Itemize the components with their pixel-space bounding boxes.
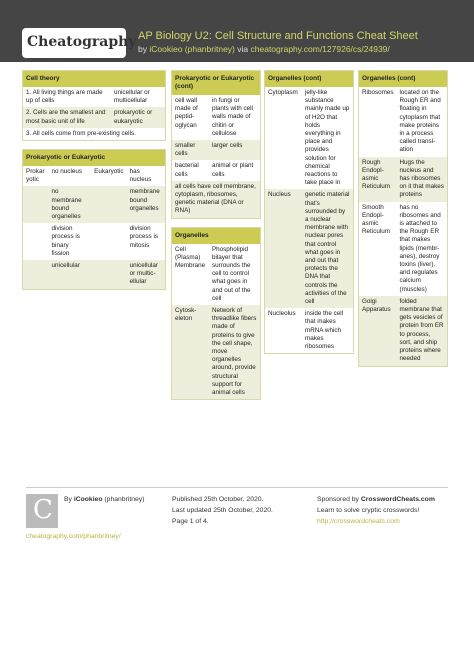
table-cell: Network of threadlike fibers made of proteins to give the cell shape, move organelles around, provide structural support for animal cells	[209, 305, 260, 399]
organelles-heading: Organelles	[172, 228, 260, 244]
column-4	[358, 70, 448, 375]
table-cell: bacterial cells	[175, 162, 199, 178]
table-cell: unicellular	[49, 260, 92, 289]
pro-euk-table	[23, 166, 165, 289]
sponsor-prefix: Sponsored by	[317, 496, 359, 503]
table-row	[23, 166, 165, 186]
table-cell: 2. Cells are the smallest and most basic unit of life	[23, 107, 111, 127]
table-row	[265, 308, 353, 353]
table-cell	[23, 186, 49, 223]
table-cell: folded membrane that gets vesicles of protein from ER to process, sort, and ship proteins where needed	[397, 296, 448, 366]
table-cell: Nucleus	[265, 189, 302, 308]
pro-euk-cont-note: all cells have cell membrane, cytoplasm, ribosomes, genetic material (DNA or RNA)	[172, 181, 260, 218]
table-cell: Ribosomes	[362, 89, 394, 96]
table-cell: smaller cells	[172, 140, 209, 160]
byline	[138, 44, 390, 54]
organelles-cont-box-1	[264, 70, 354, 354]
column-2	[171, 70, 261, 408]
table-cell: has nucleus	[129, 168, 152, 184]
table-row	[359, 202, 447, 296]
organelles-box	[171, 227, 261, 401]
page-title: AP Biology U2: Cell Structure and Functions Cheat Sheet	[138, 30, 418, 42]
table-cell: no nucleus	[51, 168, 83, 176]
table-cell: cell wall made of peptidoglycan	[175, 97, 198, 129]
table-cell: animal or plant cells	[211, 162, 254, 178]
table-cell: Cytoplasm	[268, 89, 298, 96]
table-cell	[23, 260, 49, 289]
table-row	[172, 95, 260, 140]
footer-sponsor	[317, 494, 435, 505]
table-cell: Rough Endoplasmic Reticulum	[359, 157, 397, 202]
table-cell	[91, 260, 127, 289]
table-cell: Prokar yotic	[26, 168, 45, 184]
table-cell: jelly-like substance mainly made up of H2O that holds everything in place and provides solution for chemical reactions to take place in	[304, 89, 350, 187]
organelles-cont-heading-1: Organelles (cont)	[265, 71, 353, 87]
table-row	[23, 87, 165, 107]
table-row	[23, 107, 165, 127]
table-row	[23, 260, 165, 289]
footer-page: Page 1 of 4.	[172, 518, 209, 525]
table-row	[359, 157, 447, 202]
table-cell: Nucleolus	[268, 310, 296, 318]
table-cell: Cell (Plasma) Membrane	[175, 245, 206, 270]
table-cell: 1. All living things are made up of cells	[26, 89, 103, 105]
footer-by: By	[64, 496, 72, 503]
table-row	[172, 305, 260, 399]
sheet-url-link[interactable]: cheatography.com/127926/cs/24939/	[250, 44, 390, 54]
sponsor-line: Learn to solve cryptic crosswords!	[317, 507, 420, 514]
footer-author-url[interactable]: cheatography.com/phanbritney/	[26, 533, 121, 540]
table-cell: no membrane bound organelles	[49, 186, 92, 223]
footer-author-handle: (phanbritney)	[104, 496, 145, 503]
column-3	[264, 70, 354, 362]
table-cell: Smooth Endoplasmic Reticulum	[362, 203, 390, 236]
cell-theory-heading: Cell theory	[23, 71, 165, 87]
byline-by: by	[138, 44, 147, 54]
sponsor-url[interactable]: http://crosswordcheats.com	[317, 518, 400, 525]
table-row	[265, 87, 353, 189]
table-row	[172, 160, 260, 180]
pro-euk-box	[22, 149, 166, 290]
table-row	[265, 189, 353, 308]
table-cell: in fungi or plants with cell walls made of chitin or cellulose	[211, 97, 253, 137]
table-cell: division process is mitosis	[129, 225, 158, 249]
footer-updated: Last updated 25th October, 2020.	[172, 507, 273, 514]
table-row	[23, 223, 165, 260]
table-cell: division process is binary fission	[51, 225, 80, 257]
table-cell: inside the cell that makes mRNA which makes ribosomes	[304, 310, 344, 351]
table-cell: Cytoskeleton	[172, 305, 209, 399]
table-cell: genetic material that's surrounded by a nuclear membrane with nuclear pores that control what goes in and out that protects the DNA that controls the activities of the cell	[302, 189, 353, 308]
pro-euk-cont-box	[171, 70, 261, 219]
table-cell: prokaryotic or eukaryotic	[111, 107, 165, 127]
organelles-cont-table-2	[359, 87, 447, 366]
table-row	[359, 296, 447, 366]
organelles-cont-table-1	[265, 87, 353, 353]
table-cell	[91, 186, 127, 223]
logo-text: Cheatography	[27, 34, 137, 50]
table-cell: Hugs the nucleus and has ribosomes on it that makes proteins	[397, 157, 448, 202]
organelles-cont-box-2	[358, 70, 448, 367]
table-row	[172, 244, 260, 305]
organelles-table	[172, 244, 260, 400]
table-cell: located on the Rough ER and floating in cytoplasm that make proteins in a process called translation	[399, 89, 441, 154]
table-cell	[23, 223, 49, 260]
cell-theory-box	[22, 70, 166, 141]
pro-euk-cont-heading: Prokaryotic or Eukaryotic (cont)	[172, 71, 260, 95]
cell-theory-note: 3. All cells come from pre-existing cells.	[26, 129, 136, 137]
table-row	[23, 186, 165, 223]
column-1	[22, 70, 166, 298]
sponsor-name[interactable]: CrosswordCheats.com	[360, 496, 435, 503]
table-cell: Eukaryotic	[94, 168, 124, 176]
avatar-letter: C	[33, 495, 53, 525]
footer-author	[64, 494, 144, 505]
table-cell: membrane bound organelles	[127, 186, 165, 223]
cell-theory-table	[23, 87, 165, 128]
table-cell: Phospholipid bilayer that surrounds the cell to control what goes in and out of the cell	[211, 245, 251, 302]
table-cell: has no ribosomes and is attached to the Rough ER that makes lipids (membranes), destroy toxins (liver), and regulates calcium (muscles)	[399, 203, 441, 293]
table-row	[172, 140, 260, 160]
table-cell	[91, 223, 127, 260]
footer-published: Published 25th October, 2020.	[172, 496, 264, 503]
byline-via: via	[237, 44, 249, 54]
table-cell: unicellular or multicellular	[114, 89, 150, 105]
footer-author-name[interactable]: iCookieo	[73, 496, 103, 503]
table-cell: larger cells	[209, 140, 260, 160]
table-cell: unicellular or multicellular	[127, 260, 165, 289]
author-link[interactable]: iCookieo (phanbritney)	[149, 44, 235, 54]
organelles-cont-heading-2: Organelles (cont)	[359, 71, 447, 87]
table-cell: Golgi Apparatus	[359, 296, 397, 366]
pro-euk-heading: Prokaryotic or Eukaryotic	[23, 150, 165, 166]
table-row	[359, 87, 447, 157]
pro-euk-cont-table	[172, 95, 260, 181]
